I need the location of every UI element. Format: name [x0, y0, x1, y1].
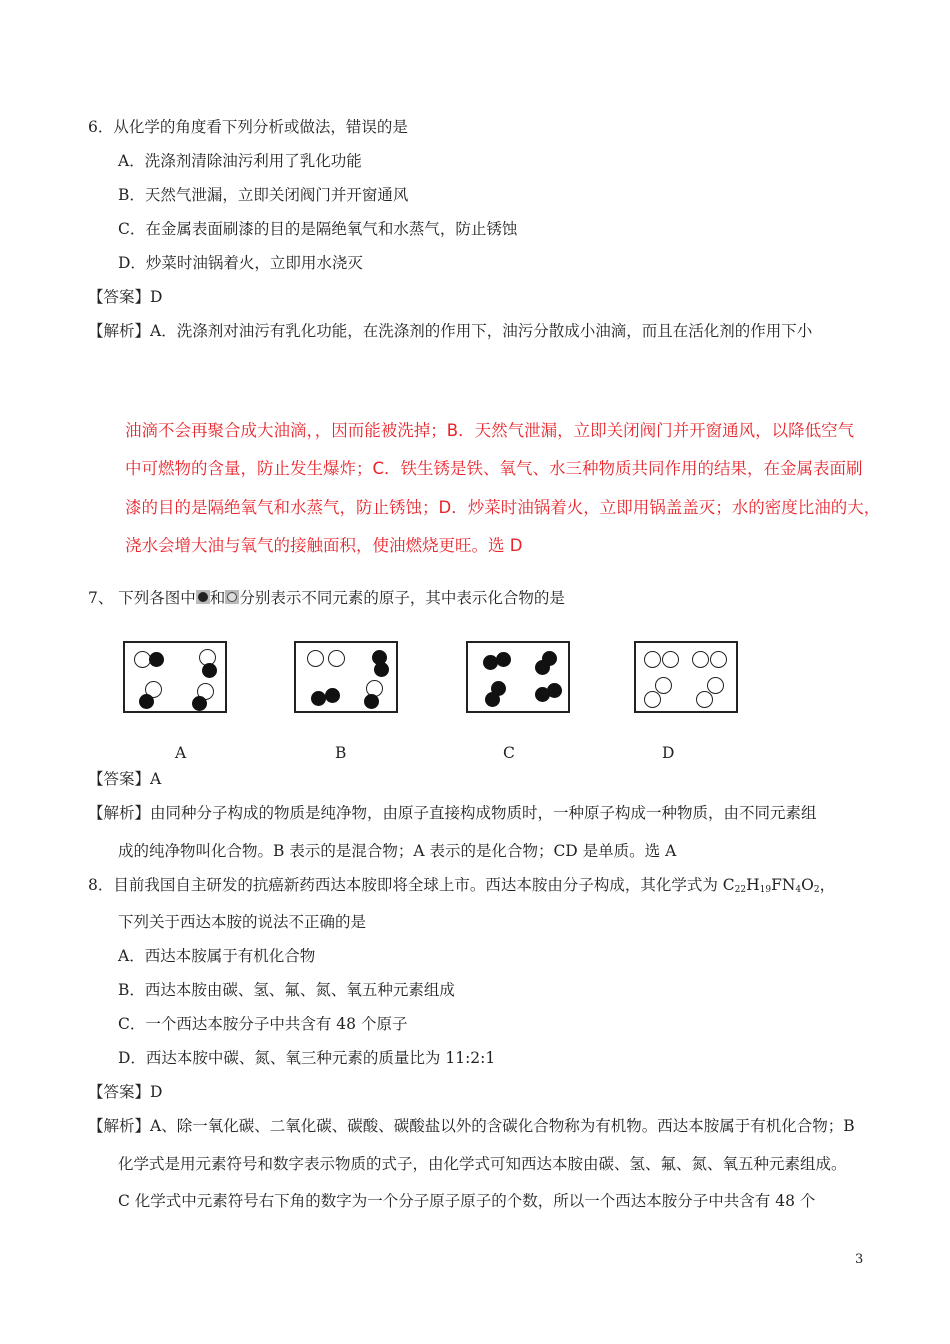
- page-number: 3: [855, 1252, 864, 1267]
- q6-option-b: B．天然气泄漏，立即关闭阀门并开窗通风: [118, 186, 409, 204]
- q7-answer: 【答案】A: [88, 770, 162, 788]
- atom-black: [139, 694, 154, 709]
- diagram-d-label: D: [662, 744, 675, 762]
- atom-black: [491, 681, 506, 696]
- q6-analysis-line1: 【解析】A．洗涤剂对油污有乳化功能，在洗涤剂的作用下，油污分散成小油滴，而且在活化剂的作用下小: [88, 322, 813, 340]
- q7-analysis-line2: 成的纯净物叫化合物。B 表示的是混合物；A 表示的是化合物；CD 是单质。选 A: [118, 842, 677, 860]
- q8-analysis-line2: 化学式是用元素符号和数字表示物质的式子，由化学式可知西达本胺由碳、氢、氟、氮、氧五种元素组成。: [118, 1155, 847, 1173]
- q8-formula-sub1: 22: [734, 885, 747, 895]
- q8-option-d: D．西达本胺中碳、氮、氧三种元素的质量比为 11:2:1: [118, 1049, 496, 1067]
- q8-analysis-line3: C 化学式中元素符号右下角的数字为一个分子原子原子的个数，所以一个西达本胺分子中共含有 48 个: [118, 1192, 816, 1210]
- atom-black: [496, 652, 511, 667]
- atom-black: [325, 688, 340, 703]
- diagram-a-box: [123, 641, 227, 713]
- atom-black: [547, 683, 562, 698]
- q6-stem: 6．从化学的角度看下列分析或做法，错误的是: [88, 118, 408, 136]
- q8-formula-tail: ，: [819, 876, 836, 894]
- atom-white: [644, 691, 661, 708]
- light-atom-icon: [225, 590, 239, 604]
- q8-answer: 【答案】D: [88, 1083, 163, 1101]
- q8-formula-sub4: 2: [813, 885, 820, 895]
- atom-white: [644, 651, 661, 668]
- q8-formula-h: H: [746, 876, 760, 894]
- diagram-b-label: B: [335, 744, 347, 762]
- q8-stem-line1: [88, 875, 835, 895]
- q8-option-b: B．西达本胺由碳、氢、氟、氮、氧五种元素组成: [118, 981, 455, 999]
- q7-stem-suffix: 分别表示不同元素的原子，其中表示化合物的是: [239, 589, 565, 607]
- atom-white: [692, 651, 709, 668]
- atom-black: [364, 694, 379, 709]
- q6-option-c: C．在金属表面刷漆的目的是隔绝氧气和水蒸气，防止锈蚀: [118, 220, 518, 238]
- q6-analysis-red-line4: 浇水会增大油与氧气的接触面积，使油燃烧更旺。选 D: [125, 536, 523, 555]
- diagram-a-label: A: [175, 744, 187, 762]
- diagram-b-box: [294, 641, 398, 713]
- atom-white: [655, 677, 672, 694]
- q6-option-a: A．洗涤剂清除油污利用了乳化功能: [118, 152, 362, 170]
- atom-white: [710, 651, 727, 668]
- q7-analysis-line1: 【解析】由同种分子构成的物质是纯净物，由原子直接构成物质时，一种原子构成一种物质，由不同元素组: [88, 804, 817, 822]
- q6-analysis-red-line1: 油滴不会再聚合成大油滴，，因而能被洗掉；B．天然气泄漏，立即关闭阀门并开窗通风，以降低空气: [125, 421, 855, 440]
- atom-black: [542, 651, 557, 666]
- atom-black: [311, 691, 326, 706]
- diagram-c-label: C: [503, 744, 515, 762]
- q8-formula-o: O: [801, 876, 814, 894]
- atom-white: [662, 651, 679, 668]
- diagram-c-box: [466, 641, 570, 713]
- q8-formula-fn: FN: [771, 876, 796, 894]
- q7-stem: [88, 588, 565, 608]
- q8-formula-sub2: 19: [759, 885, 772, 895]
- atom-white: [696, 691, 713, 708]
- atom-black: [374, 662, 389, 677]
- q6-option-d: D．炒菜时油锅着火，立即用水浇灭: [118, 254, 363, 272]
- atom-white: [307, 650, 324, 667]
- q8-analysis-line1: 【解析】A、除一氧化碳、二氧化碳、碳酸、碳酸盐以外的含碳化合物称为有机物。西达本胺属于有机化合物；B: [88, 1117, 855, 1135]
- atom-white: [707, 677, 724, 694]
- q7-stem-prefix: 7、 下列各图中: [88, 589, 196, 607]
- diagram-d-box: [634, 641, 738, 713]
- q8-option-a: A．西达本胺属于有机化合物: [118, 947, 316, 965]
- atom-white: [328, 650, 345, 667]
- atom-black: [202, 663, 217, 678]
- atom-black: [149, 652, 164, 667]
- q6-analysis-red-line2: 中可燃物的含量，防止发生爆炸；C．铁生锈是铁、氧气、水三种物质共同作用的结果，在金属表面刷: [125, 459, 863, 478]
- q8-stem-prefix: 8．目前我国自主研发的抗癌新药西达本胺即将全球上市。西达本胺由分子构成，其化学式为 C: [88, 876, 735, 894]
- q7-stem-mid: 和: [209, 589, 226, 607]
- q8-option-c: C．一个西达本胺分子中共含有 48 个原子: [118, 1015, 408, 1033]
- q8-stem-line2: 下列关于西达本胺的说法不正确的是: [118, 913, 367, 931]
- atom-black: [192, 696, 207, 711]
- q6-analysis-red-line3: 漆的目的是隔绝氧气和水蒸气，防止锈蚀；D．炒菜时油锅着火，立即用锅盖盖灭；水的密度比油的大，: [125, 498, 881, 517]
- dark-atom-icon: [196, 590, 210, 604]
- q6-answer: 【答案】D: [88, 288, 163, 306]
- q8-formula-sub3: 4: [795, 885, 802, 895]
